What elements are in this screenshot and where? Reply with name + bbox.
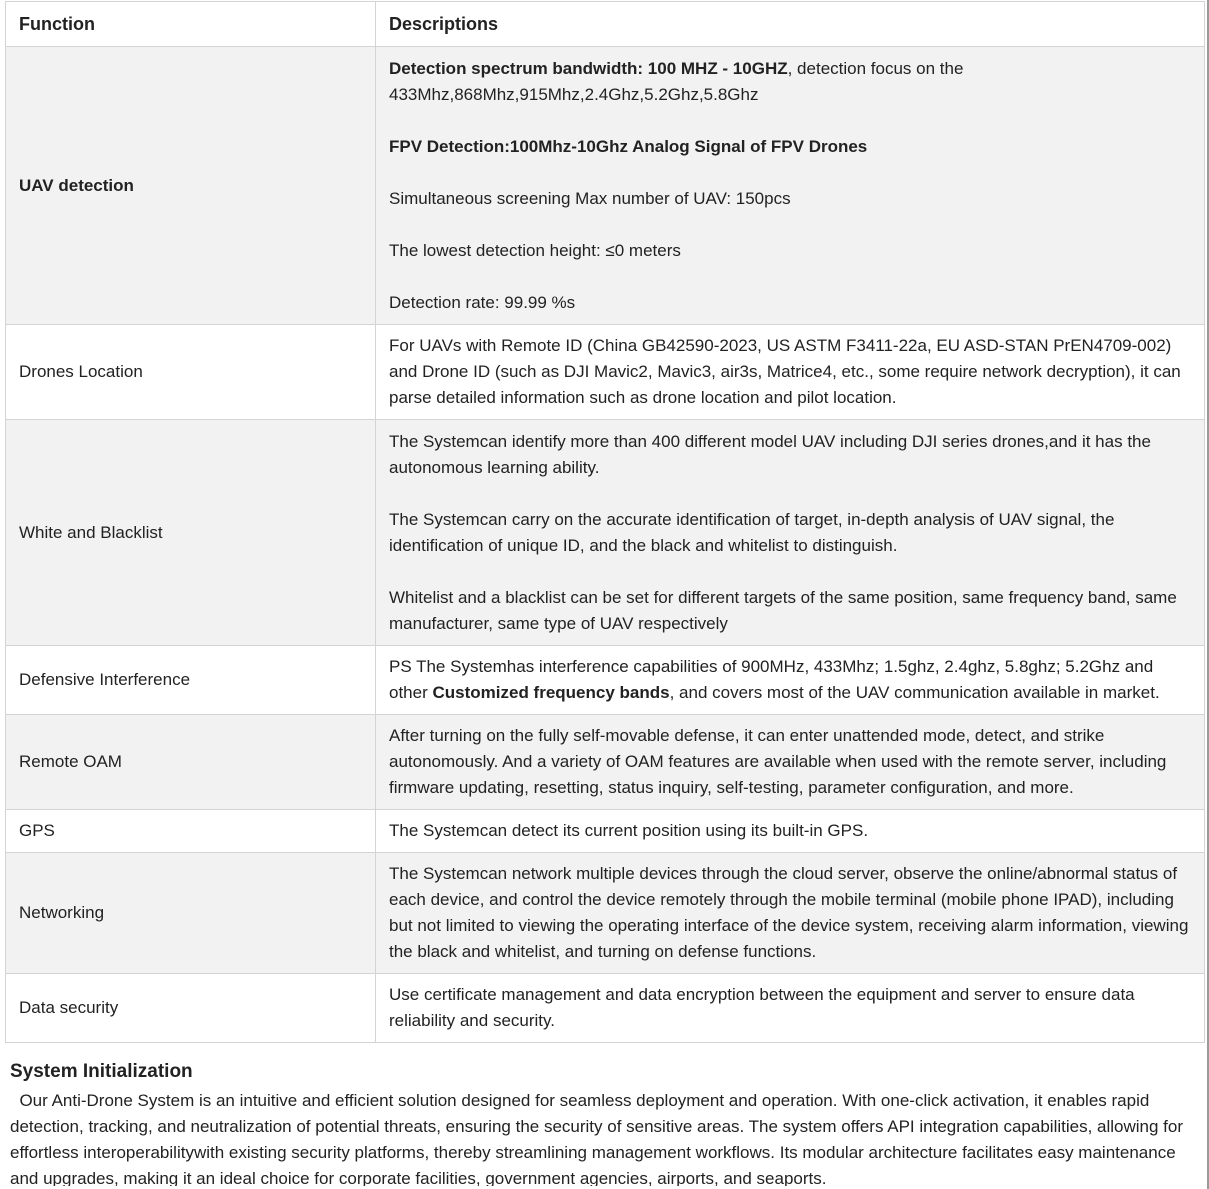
bold-text: Customized frequency bands (432, 683, 670, 702)
description-cell: Use certificate management and data encryption between the equipment and server to ensure data reliability and security. (376, 974, 1205, 1043)
function-cell: Drones Location (6, 325, 376, 420)
description-cell: The Systemcan detect its current position using its built-in GPS. (376, 810, 1205, 853)
description-paragraph: FPV Detection:100Mhz-10Ghz Analog Signal of FPV Drones (389, 136, 868, 156)
section-body-text: Our Anti-Drone System is an intuitive and efficient solution designed for seamless deployment and operation. With one-click activation, it enables rapid detection, tracking, and neutralization of potential threats, ensuring the security of sensitive areas. The system offers API integration capabilities, allowing for effortless interoperabilitywith existing security platforms, thereby streamlining management workflows. Its modular architecture facilitates easy maintenance and upgrades, making it an ideal choice for corporate facilities, government agencies, airports, and seaports. (10, 1091, 1184, 1186)
description-paragraph: Whitelist and a blacklist can be set for different targets of the same position, same frequency band, same manufacturer, same type of UAV respectively (389, 587, 1177, 633)
description-cell (376, 646, 1205, 715)
text: PS The Systemhas interference capabilities of 900MHz, 433Mhz; 1.5ghz, 2.4ghz, 5.8ghz; 5.2Ghz and other (389, 657, 1154, 702)
system-initialization-section (10, 1058, 1200, 1186)
description-cell (376, 47, 1205, 325)
description-cell: The Systemcan network multiple devices through the cloud server, observe the online/abnormal status of each device, and control the device remotely through the mobile terminal (mobile phone IPAD), including but not limited to viewing the operating interface of the device system, receiving alarm information, viewing the black and whitelist, and turning on defense functions. (376, 853, 1205, 974)
table-row (6, 810, 1205, 853)
description-paragraph: Simultaneous screening Max number of UAV: 150pcs (389, 188, 791, 208)
section-body (10, 1088, 1200, 1186)
section-title: System Initialization (10, 1061, 193, 1082)
function-cell: UAV detection (6, 47, 376, 325)
bold-text: Detection spectrum bandwidth: 100 MHZ - 10GHZ (389, 58, 788, 78)
table-header-row (6, 2, 1205, 47)
description-paragraph: The lowest detection height: ≤0 meters (389, 240, 681, 260)
description-paragraph: Detection rate: 99.99 %s (389, 292, 576, 312)
function-cell: Networking (6, 853, 376, 974)
table-row (6, 47, 1205, 325)
description-paragraph (389, 56, 1192, 108)
text: , detection focus on the 433Mhz,868Mhz,915Mhz,2.4Ghz,5.2Ghz,5.8Ghz (389, 58, 964, 104)
function-cell: GPS (6, 810, 376, 853)
table-row (6, 974, 1205, 1043)
description-cell: For UAVs with Remote ID (China GB42590-2023, US ASTM F3411-22a, EU ASD-STAN PrEN4709-002) and Drone ID (such as DJI Mavic2, Mavic3, air3s, Matrice4, etc., some require network decryption), it can parse detailed information such as drone location and pilot location. (376, 325, 1205, 420)
table-row (6, 853, 1205, 974)
function-cell: Data security (6, 974, 376, 1043)
header-descriptions: Descriptions (376, 2, 1205, 47)
description-paragraph: The Systemcan carry on the accurate identification of target, in-depth analysis of UAV signal, the identification of unique ID, and the black and whitelist to distinguish. (389, 509, 1115, 555)
table-row (6, 325, 1205, 420)
function-cell: White and Blacklist (6, 420, 376, 646)
description-cell: After turning on the fully self-movable defense, it can enter unattended mode, detect, and strike autonomously. And a variety of OAM features are available when used with the remote server, including firmware updating, resetting, status inquiry, self-testing, parameter configuration, and more. (376, 715, 1205, 810)
specifications-table (5, 1, 1205, 1043)
function-cell: Defensive Interference (6, 646, 376, 715)
description-cell (376, 420, 1205, 646)
function-cell: Remote OAM (6, 715, 376, 810)
table-row (6, 646, 1205, 715)
text: , and covers most of the UAV communication available in market. (669, 683, 1160, 702)
table-row (6, 420, 1205, 646)
header-function: Function (6, 2, 376, 47)
description-paragraph: The Systemcan identify more than 400 different model UAV including DJI series drones,and it has the autonomous learning ability. (389, 431, 1151, 477)
table-row (6, 715, 1205, 810)
